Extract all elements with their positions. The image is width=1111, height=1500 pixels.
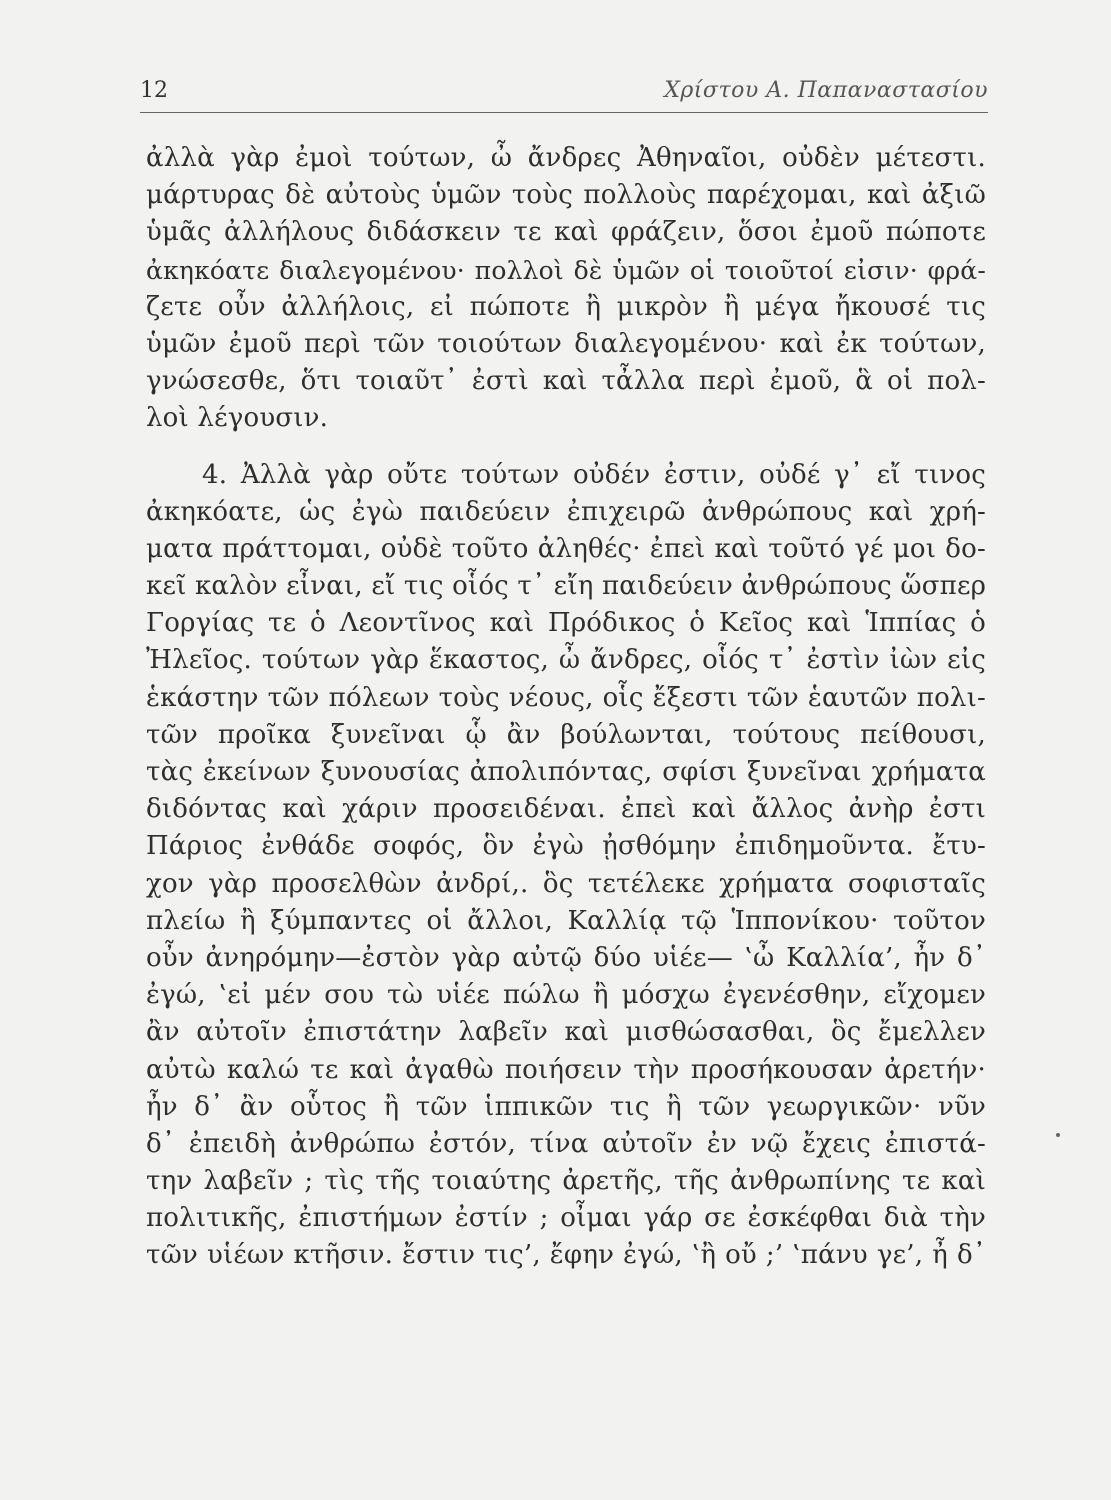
header-rule xyxy=(140,112,988,113)
text-line: μάρτυρας δὲ αὐτοὺς ὑμῶν τοὺς πολλοὺς παρέχομαι, καὶ ἀξιῶ xyxy=(146,180,986,211)
text-line: ὑμῶν ἐμοῦ περὶ τῶν τοιούτων διαλεγομένου· καὶ ἐκ τούτων, xyxy=(146,328,986,359)
body-text xyxy=(146,140,986,1275)
text-line: ἀλλὰ γὰρ ἐμοὶ τούτων, ὦ ἄνδρες Ἀθηναῖοι, οὐδὲν μέτεστι. xyxy=(146,143,986,173)
text-line: τὰς ἐκείνων ξυνουσίας ἀπολιπόντας, σφίσι ξυνεῖναι χρήματα xyxy=(146,757,986,787)
text-line: τῶν υἱέων κτῆσιν. ἔστιν τις’, ἔφην ἐγώ, ‛ἢ οὔ ;’ ‛πάνυ γε’, ἦ δ᾽ xyxy=(146,1240,986,1271)
text-line: πολιτικῆς, ἐπιστήμων ἐστίν ; οἶμαι γάρ σε ἐσκέφθαι διὰ τὴν xyxy=(146,1203,986,1234)
text-line: ζετε οὖν ἀλλήλοις, εἰ πώποτε ἢ μικρὸν ἢ μέγα ἤκουσέ τις xyxy=(146,291,986,322)
page-number: 12 xyxy=(140,78,168,103)
running-head: Χρίστου Α. Παπαναστασίου xyxy=(664,78,988,103)
scan-speck xyxy=(1056,1133,1060,1137)
text-line: Πάριος ἐνθάδε σοφός, ὃν ἐγὼ ᾐσθόμην ἐπιδημοῦντα. ἔτυ- xyxy=(146,831,986,862)
text-line: χον γὰρ προσελθὼν ἀνδρί,. ὃς τετέλεκε χρήματα σοφισταῖς xyxy=(146,868,986,899)
text-line: δ᾽ ἐπειδὴ ἀνθρώπω ἐστόν, τίνα αὐτοῖν ἐν νῷ ἔχεις ἐπιστά- xyxy=(146,1128,986,1159)
text-line: γνώσεσθε, ὅτι τοιαῦτ᾽ ἐστὶ καὶ τἆλλα περὶ ἐμοῦ, ἃ οἱ πολ- xyxy=(146,366,986,397)
text-line: ἀκηκόατε διαλεγομένου· πολλοὶ δὲ ὑμῶν οἱ τοιοῦτοί εἰσιν· φρά- xyxy=(146,255,986,285)
paragraph-gap xyxy=(146,438,986,457)
text-line: την λαβεῖν ; τὶς τῆς τοιαύτης ἀρετῆς, τῆς ἀνθρωπίνης τε καὶ xyxy=(146,1166,986,1197)
paragraph-1 xyxy=(146,140,986,438)
text-line: ἐγώ, ‛εἰ μέν σου τὼ υἱέε πώλω ἢ μόσχω ἐγενέσθην, εἴχομεν xyxy=(146,980,986,1011)
paragraph-2 xyxy=(146,457,986,1275)
text-line: οὖν ἀνηρόμην—ἐστὸν γὰρ αὐτῷ δύο υἱέε— ‛ὦ Καλλία’, ἦν δ᾽ xyxy=(146,942,986,973)
text-line: ὑμᾶς ἀλλήλους διδάσκειν τε καὶ φράζειν, ὅσοι ἐμοῦ πώποτε xyxy=(146,217,986,248)
text-line: τῶν προῖκα ξυνεῖναι ᾧ ἂν βούλωνται, τούτους πείθουσι, xyxy=(146,719,986,750)
text-line: Ἠλεῖος. τούτων γὰρ ἕκαστος, ὦ ἄνδρες, οἷός τ᾽ ἐστὶν ἰὼν εἰς xyxy=(146,645,986,676)
text-line: Γοργίας τε ὁ Λεοντῖνος καὶ Πρόδικος ὁ Κεῖος καὶ Ἱππίας ὁ xyxy=(146,608,986,639)
text-line: ἑκάστην τῶν πόλεων τοὺς νέους, οἷς ἔξεστι τῶν ἑαυτῶν πολι- xyxy=(146,682,986,713)
text-line: ἀκηκόατε, ὡς ἐγὼ παιδεύειν ἐπιχειρῶ ἀνθρώπους καὶ χρή- xyxy=(146,496,986,527)
text-line: 4. Ἀλλὰ γὰρ οὔτε τούτων οὐδέν ἐστιν, οὐδέ γ᾽ εἴ τινος xyxy=(202,459,986,490)
text-line: ματα πράττομαι, οὐδὲ τοῦτο ἀληθές· ἐπεὶ καὶ τοῦτό γέ μοι δο- xyxy=(146,533,986,564)
text-line: αὐτὼ καλώ τε καὶ ἀγαθὼ ποιήσειν τὴν προσήκουσαν ἀρετήν· xyxy=(146,1054,986,1085)
text-line: ἦν δ᾽ ἂν οὗτος ἢ τῶν ἱππικῶν τις ἢ τῶν γεωργικῶν· νῦν xyxy=(146,1091,986,1122)
text-line: ἂν αὐτοῖν ἐπιστάτην λαβεῖν καὶ μισθώσασθαι, ὃς ἔμελλεν xyxy=(146,1017,986,1048)
text-line: λοὶ λέγουσιν. xyxy=(146,403,329,434)
text-line: διδόντας καὶ χάριν προσειδέναι. ἐπεὶ καὶ ἄλλος ἀνὴρ ἐστι xyxy=(146,794,986,825)
text-line: πλείω ἢ ξύμπαντες οἱ ἄλλοι, Καλλίᾳ τῷ Ἱππονίκου· τοῦτον xyxy=(146,905,986,936)
text-line: κεῖ καλὸν εἶναι, εἴ τις οἷός τ᾽ εἴη παιδεύειν ἀνθρώπους ὥσπερ xyxy=(146,571,987,602)
page-header xyxy=(140,78,988,112)
